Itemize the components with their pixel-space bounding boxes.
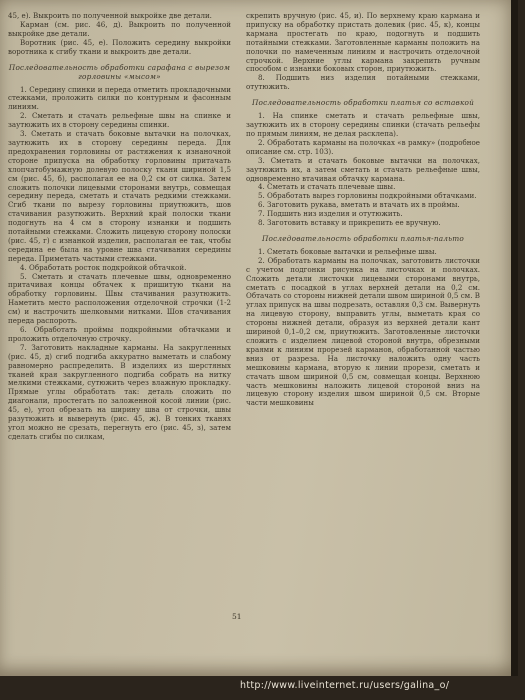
- paragraph: 45, е). Выкроить по полученной выкройке две детали.: [8, 12, 212, 20]
- book-edge: [511, 0, 518, 676]
- left-text-column: [8, 12, 231, 652]
- watermark-url: http://www.liveinternet.ru/users/galina_o/: [240, 680, 450, 691]
- paragraph: 1. На спинке сметать и стачать рельефные швы, заутюжить их в сторону середины спинки (стачать рельефы по прямым линиям, не делая расклепа).: [246, 111, 480, 138]
- paragraph: 3. Сметать и стачать боковые вытачки на полочках, заутюжить их, а затем сметать и стачать рельефные швы, одновременно втачивая обтачку кармана.: [246, 155, 480, 183]
- paragraph: 6. Обработать проймы подкройными обтачками и проложить отделочную строчку.: [8, 325, 231, 343]
- section-heading: Последовательность обработки платья-пальто: [261, 233, 465, 243]
- paragraph: скрепить вручную (рис. 45, и). По верхнему краю кармана и припуску на обработку пристать долевик (рис. 45, к), концы кармана простегать по краю, подогнуть и подшить потайными стежками. Заготовленные карманы положить на полочки по намеченным линиям и настрочить отделочной строчкой. Верхние углы кармана закрепить ручным способом с изнанки боковых сторон, приутюжить.: [246, 12, 480, 74]
- paragraph: 6. Заготовить рукава, вметать и втачать их в проймы.: [258, 200, 460, 210]
- paragraph: 1. Сметать боковые вытачки и рельефные швы.: [258, 246, 437, 256]
- right-text-column: [246, 12, 480, 652]
- paragraph: 5. Сметать и стачать плечевые швы, одновременно притачивая концы обтачек к пришитую ткани на обработку горловины. Швы стачивания разутюжить. Наметить место расположения отделочной строчки (1-2 см) и настрочить шелковыми нитками. Шов стачивания переда распороть.: [8, 271, 231, 326]
- page-number: 51: [232, 612, 242, 621]
- paragraph: 2. Обработать карманы на полочках, заготовить листочки с учетом подгонки рисунка на листочках и полочках. Сложить детали листочки лицевыми сторонами внутрь, сметать с посадкой в углах верхней детали на 0,2 см. Обтачать со стороны нижней детали швом шириной 0,5 см. В углах припуск на швы подрезать, оставляя 0,3 см. Вывернуть на лицевую сторону, выправить углы, выметать края со стороны нижней детали, образуя из верхней детали кант шириной 0,1–0,2 см, приутюжить. Заготовленные листочки сложить с изделием лицевой стороной внутрь, обрезными краями к линиям прорезей карманов, обработанной частью вниз от разреза. На листочку наложить одну часть мешковины кармана, вторую к линии прорези, сметать и стачать швом шириной 0,5 см, совмещая концы. Верхнюю часть мешковины наложить лицевой стороной вниз на лицевую сторону изделия швом шириной 0,5 см. Вторые части мешковины: [246, 255, 480, 408]
- paragraph: 7. Подшить низ изделия и отутюжить.: [258, 209, 403, 219]
- paragraph: 5. Обработать вырез горловины подкройными обтачками.: [258, 191, 477, 201]
- paragraph: 7. Заготовить накладные карманы. На закругленных (рис. 45, д) сгиб подгиба аккуратно выметать и слабому равномерно распределить. В изделиях из шерстяных тканей края закругленного подгиба собрать на нитку мелкими стежками, сутюжить через влажную прокладку. Прямые углы обработать так: деталь сложить по диагонали, простегать по заложенной косой линии (рис. 45, е), угол обрезать на ширину шва от строчки, швы разутюжить и вывернуть (рис. 45, ж). В тонких тканях угол можно не срезать, перегнуть его (рис. 45, з), затем сделать сгибы по силкам,: [8, 342, 231, 441]
- section-heading: Последовательность обработки платья со вставкой: [251, 98, 475, 108]
- paragraph: 2. Сметать и стачать рельефные швы на спинке и заутюжить их в сторону середины спинки.: [8, 111, 231, 130]
- paragraph: 4. Обработать росток подкройкой обтачкой.: [20, 262, 187, 272]
- paragraph: Карман (см. рис. 46, д). Выкроить по полученной выкройке две детали.: [8, 19, 231, 38]
- paragraph: Воротник (рис. 45, е). Положить середину выкройки воротника к сгибу ткани и выкроить две детали.: [8, 37, 231, 56]
- paragraph: 8. Подшить низ изделия потайными стежками, отутюжить.: [246, 73, 480, 92]
- paragraph: 8. Заготовить вставку и прикрепить ее вручную.: [258, 218, 441, 228]
- paragraph: 4. Сметать и стачать плечевые швы.: [258, 182, 396, 192]
- paragraph: 1. Середину спинки и переда отметить прокладочными стежками, проложить силки по контурным и фасонным линиям.: [8, 84, 231, 112]
- section-heading: Последовательность обработки сарафана с вырезом горловины «мысом»: [8, 62, 231, 81]
- paragraph: 2. Обработать карманы на полочках «в рамку» (подробное описание см. стр. 103).: [246, 137, 480, 156]
- paragraph: 3. Сметать и стачать боковые вытачки на полочках, заутюжить их в сторону середины переда. Для предохранения горловины от растяжения к изнаночной стороне припуска на обработку горловины притачать хлопчатобумажную долевую полоску ткани шириной 1,5 см (рис. 45, б), располагая ее на 0,2 см от силка. Затем сложить полочки лицевыми сторонами внутрь, совмещая середину переда, сметать и стачать редкими стежками. Сгиб ткани по вырезу горловины приутюжить, шов стачивания разутюжить. Верхний край полоски ткани подогнуть на 4 см в сторону изнанки и подшить потайными стежками. Сложить лицевую сторону полоски (рис. 45, г) с изнанкой изделия, располагая ее так, чтобы середина ее была на уровне шва стачивания середины переда. Приметать частыми стежками.: [8, 129, 231, 263]
